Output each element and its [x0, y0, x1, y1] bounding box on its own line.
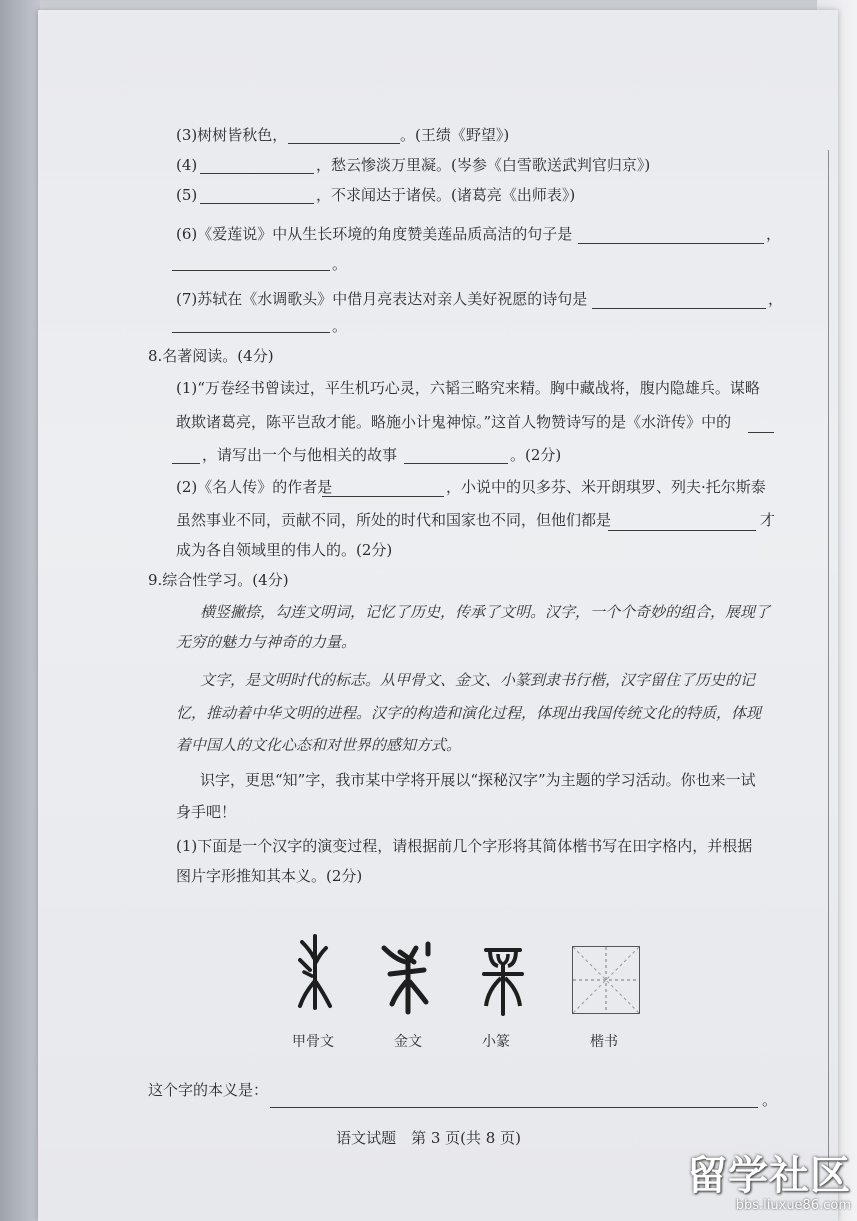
q8-p2-line1-tail: ，小说中的贝多芬、米开朗琪罗、列夫·托尔斯泰	[446, 478, 766, 496]
q7-line6-end: 。	[332, 255, 348, 273]
q9-handwritten-line4: 忆，推动着中华文明的进程。汉字的构造和演化过程，体现出我国传统文化的特质，体现	[176, 704, 762, 722]
q9-task-line2: 图片字形推知其本义。(2分)	[176, 867, 363, 885]
caption-oracle-bone: 甲骨文	[292, 1034, 334, 1050]
watermark	[687, 1154, 851, 1213]
q7-line4-tail: ，愁云惨淡万里凝。(岑参《白雪歌送武判官归京》)	[316, 156, 651, 174]
q8-p2-line3: 成为各自领域里的伟人的。(2分)	[176, 541, 393, 559]
q8-blank-character[interactable]	[748, 432, 774, 433]
q7-blank6b[interactable]	[172, 270, 330, 271]
answer-end: 。	[762, 1091, 778, 1109]
q8-blank-story[interactable]	[404, 463, 508, 464]
q8-p1-line3-end: 。(2分)	[510, 446, 562, 464]
q7-line4: (4)	[176, 156, 198, 174]
q9-heading: 9.综合性学习。(4分)	[148, 571, 289, 589]
q9-activity-line2: 身手吧！	[176, 803, 237, 821]
q9-handwritten-line1: 横竖撇捺，勾连文明词，记忆了历史，传承了文明。汉字，一个个奇妙的组合，展现了	[200, 603, 771, 621]
q8-p2-line2: 虽然事业不同，贡献不同，所处的时代和国家也不同，但他们都是	[176, 511, 612, 529]
q7-line6-comma: ，	[766, 225, 782, 243]
caption-small-seal: 小篆	[482, 1034, 510, 1050]
q7-line7-comma: ，	[768, 290, 784, 308]
q8-p1-line2: 敢欺诸葛亮，陈平岂敌才能。略施小计鬼神惊。”这首人物赞诗写的是《水浒传》中的	[176, 413, 732, 431]
q7-line5-tail: ，不求闻达于诸侯。(诸葛亮《出师表》)	[316, 186, 576, 204]
watermark-url: bbs.liuxue86.com	[735, 1198, 851, 1213]
q7-blank4[interactable]	[200, 173, 314, 174]
q8-blank-quality[interactable]	[608, 530, 756, 531]
q8-p2-line1: (2)《名人传》的作者是	[176, 478, 333, 496]
answer-label: 这个字的本义是：	[148, 1081, 269, 1099]
answer-blank[interactable]	[270, 1107, 758, 1108]
caption-bronze: 金文	[394, 1034, 422, 1050]
q7-blank7a[interactable]	[592, 308, 766, 309]
tianzige-writing-grid[interactable]	[572, 946, 640, 1014]
caption-regular-script: 楷书	[590, 1034, 618, 1050]
desk-left-edge	[0, 0, 40, 1221]
q9-handwritten-line2: 无穷的魅力与神奇的力量。	[176, 633, 357, 651]
q8-p1-line1: (1)“万卷经书曾读过，平生机巧心灵，六韬三略究来精。胸中藏战将，腹内隐雄兵。谋略	[176, 379, 760, 397]
q9-task-line1: (1)下面是一个汉字的演变过程，请根据前几个字形将其简体楷书写在田字格内，并根据	[176, 837, 753, 855]
q9-activity-line1: 识字，更思“知”字，我市某中学将开展以“探秘汉字”为主题的学习活动。你也来一试	[200, 771, 756, 789]
q7-blank3[interactable]	[288, 143, 400, 144]
bronze-script-glyph-icon	[380, 940, 434, 1016]
q7-line7-end: 。	[332, 317, 348, 335]
q7-blank5[interactable]	[200, 203, 314, 204]
small-seal-glyph-icon	[480, 944, 526, 1018]
q7-blank7b[interactable]	[172, 332, 330, 333]
q8-p2-line2-tail: 才	[760, 511, 776, 529]
q7-line3: (3)树树皆秋色，	[176, 126, 288, 144]
q7-line3-tail: 。(王绩《野望》)	[400, 126, 510, 144]
watermark-brand: 留学社区	[687, 1153, 851, 1199]
margin-line	[828, 150, 829, 1170]
q8-p1-line3: ，请写出一个与他相关的故事	[202, 446, 398, 464]
q8-blank-character-cont[interactable]	[172, 463, 200, 464]
q7-line5: (5)	[176, 186, 198, 204]
q8-blank-author[interactable]	[322, 496, 444, 497]
grid-guides-icon	[573, 947, 639, 1013]
q8-heading: 8.名著阅读。(4分)	[148, 347, 274, 365]
page-footer: 语文试题 第 3 页(共 8 页)	[336, 1129, 521, 1147]
oracle-bone-glyph-icon	[290, 932, 340, 1012]
q9-handwritten-line5: 着中国人的文化心态和对世界的感知方式。	[176, 736, 462, 754]
q7-blank6a[interactable]	[578, 243, 764, 244]
q7-line6: (6)《爱莲说》中从生长环境的角度赞美莲品质高洁的句子是	[176, 225, 573, 243]
q9-handwritten-line3: 文字，是文明时代的标志。从甲骨文、金文、小篆到隶书行楷，汉字留住了历史的记	[200, 671, 756, 689]
q7-line7: (7)苏轼在《水调歌头》中借月亮表达对亲人美好祝愿的诗句是	[176, 290, 588, 308]
